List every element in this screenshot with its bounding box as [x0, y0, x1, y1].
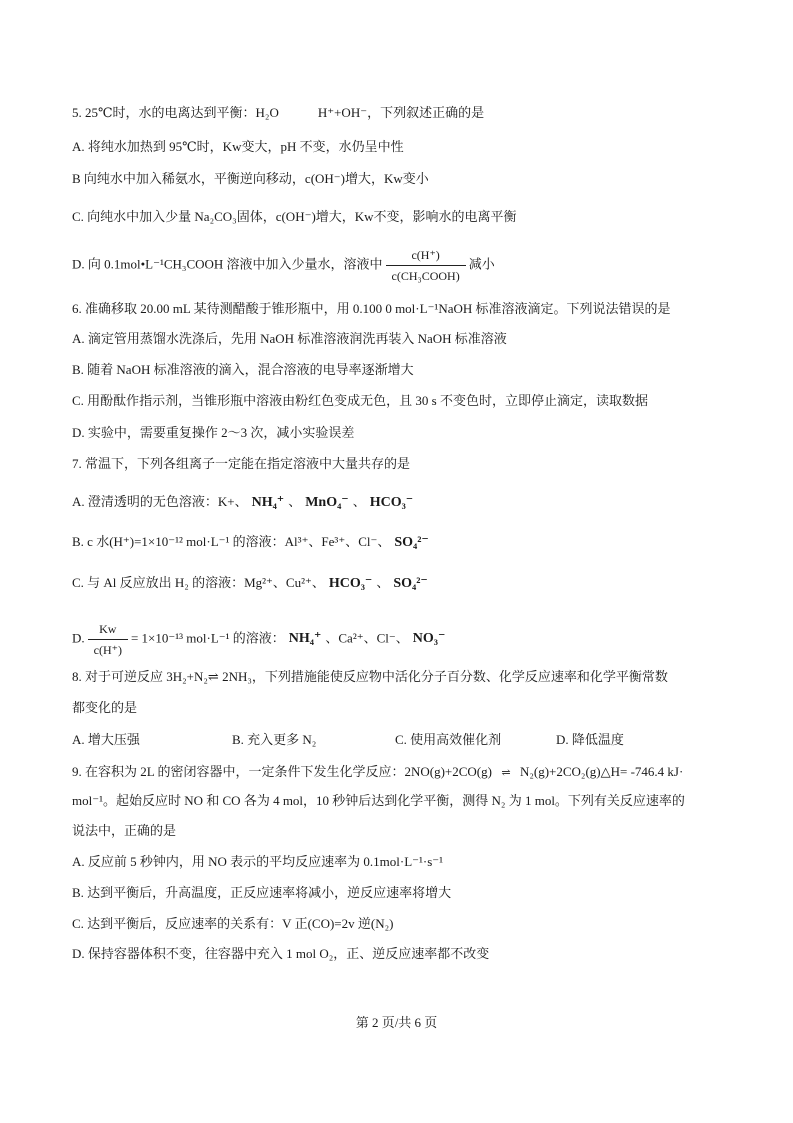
q5-option-d-tail: 减小 [468, 256, 495, 272]
q9-option-c: C. 达到平衡后，反应速率的关系有：V 正(CO)=2v 逆(N₂) [72, 916, 394, 931]
q9-stem-line2: mol⁻¹。起始反应时 NO 和 CO 各为 4 mol，10 秒钟后达到化学平衡，测得 N₂ 为 1 mol。下列有关反应速率的 [72, 793, 685, 808]
q7-ion-hco3: HCO₃⁻ [369, 495, 414, 510]
q5-fraction-denominator: c(CH₃COOH) [391, 269, 460, 283]
q7-option-c [72, 574, 432, 593]
q6-option-b: B. 随着 NaOH 标准溶液的滴入，混合溶液的电导率逐渐增大 [72, 362, 414, 377]
q8-option-d: D. 降低温度 [556, 732, 624, 747]
q7-fraction-denominator: c(H⁺) [93, 643, 122, 657]
q5-fraction-numerator: c(H⁺) [386, 246, 466, 266]
q9-option-a: A. 反应前 5 秒钟内，用 NO 表示的平均反应速率为 0.1mol·L⁻¹·s⁻¹ [72, 854, 444, 869]
q9-stem-line3: 说法中，正确的是 [72, 823, 177, 838]
q8-option-b: B. 充入更多 N₂ [232, 732, 317, 747]
q7-sep: 、 [288, 494, 302, 509]
q5-option-b: B 向纯水中加入稀氨水，平衡逆向移动，c(OH⁻)增大，Kw变小 [72, 171, 429, 186]
q5-option-d-text: D. 向 0.1mol•L⁻¹CH₃COOH 溶液中加入少量水，溶液中 [72, 256, 383, 272]
q7-ion-nh4: NH₄⁺ [251, 495, 285, 510]
q9-stem-line1 [72, 763, 683, 782]
q7-option-a [72, 493, 417, 512]
q7-option-c-text: C. 与 Al 反应放出 H₂ 的溶液：Mg²⁺、Cu²⁺、 [72, 575, 325, 590]
q9-option-b: B. 达到平衡后，升高温度，正反应速率将减小，逆反应速率将增大 [72, 885, 452, 900]
q7-option-a-text: A. 澄清透明的无色溶液：K+、 [72, 494, 248, 509]
q7-option-b-text: B. c 水(H⁺)=1×10⁻¹² mol·L⁻¹ 的溶液：Al³⁺、Fe³⁺、Cl⁻、 [72, 534, 391, 549]
q7-ion-hco3: HCO₃⁻ [328, 576, 373, 591]
q7-ion-so4: SO₄²⁻ [393, 576, 428, 591]
q7-option-b [72, 533, 433, 552]
q7-sep: 、 [376, 575, 390, 590]
q7-fraction [88, 620, 128, 659]
q8-option-a: A. 增大压强 [72, 732, 140, 747]
q7-option-d-text: = 1×10⁻¹³ mol·L⁻¹ 的溶液： [130, 630, 285, 646]
equilibrium-arrow-icon: ⇌ [501, 767, 511, 779]
q6-option-d: D. 实验中，需要重复操作 2～3 次，减小实验误差 [72, 425, 355, 440]
q5-option-c: C. 向纯水中加入少量 Na₂CO₃固体，c(OH⁻)增大，Kw不变，影响水的电离平衡 [72, 209, 517, 224]
q9-option-d: D. 保持容器体积不变，往容器中充入 1 mol O₂，正、逆反应速率都不改变 [72, 946, 490, 961]
q9-stem-products: N₂(g)+2CO₂(g)△H= -746.4 kJ· [519, 764, 684, 779]
q8-stem-line2: 都变化的是 [72, 700, 138, 715]
q6-stem: 6. 准确移取 20.00 mL 某待测醋酸于锥形瓶中，用 0.100 0 mol·L⁻¹NaOH 标准溶液滴定。下列说法错误的是 [72, 301, 671, 316]
q8-option-c: C. 使用高效催化剂 [395, 732, 502, 747]
page-footer: 第 2 页/共 6 页 [355, 1015, 438, 1030]
q9-stem-text: 9. 在容积为 2L 的密闭容器中，一定条件下发生化学反应：2NO(g)+2CO(g) [72, 764, 492, 779]
q7-ion-mno4: MnO₄⁻ [305, 495, 349, 510]
q7-option-d-ions: 、Ca²⁺、Cl⁻、 [325, 630, 409, 646]
q8-stem-line1: 8. 对于可逆反应 3H₂+N₂⇌ 2NH₃，下列措施能使反应物中活化分子百分数、化学反应速率和化学平衡常数 [72, 669, 668, 684]
q7-sep: 、 [352, 494, 366, 509]
q7-option-d [72, 620, 449, 659]
q6-option-c: C. 用酚酞作指示剂，当锥形瓶中溶液由粉红色变成无色，且 30 s 不变色时，立即停止滴定，读取数据 [72, 393, 648, 408]
q7-ion-nh4: NH₄⁺ [288, 631, 322, 647]
q5-stem: 5. 25℃时，水的电离达到平衡：H₂O H⁺+OH⁻，下列叙述正确的是 [72, 105, 485, 120]
q5-option-a: A. 将纯水加热到 95℃时，Kw变大，pH 不变，水仍呈中性 [72, 139, 404, 154]
q7-fraction-numerator: Kw [88, 620, 128, 640]
q7-option-d-label: D. [72, 630, 85, 646]
q5-option-d [72, 246, 495, 285]
q7-ion-so4: SO₄²⁻ [394, 535, 429, 550]
q7-stem: 7. 常温下，下列各组离子一定能在指定溶液中大量共存的是 [72, 456, 411, 471]
q5-fraction [386, 246, 466, 285]
q6-option-a: A. 滴定管用蒸馏水洗涤后，先用 NaOH 标准溶液润洗再装入 NaOH 标准溶液 [72, 331, 507, 346]
q7-ion-no3: NO₃⁻ [412, 631, 446, 647]
